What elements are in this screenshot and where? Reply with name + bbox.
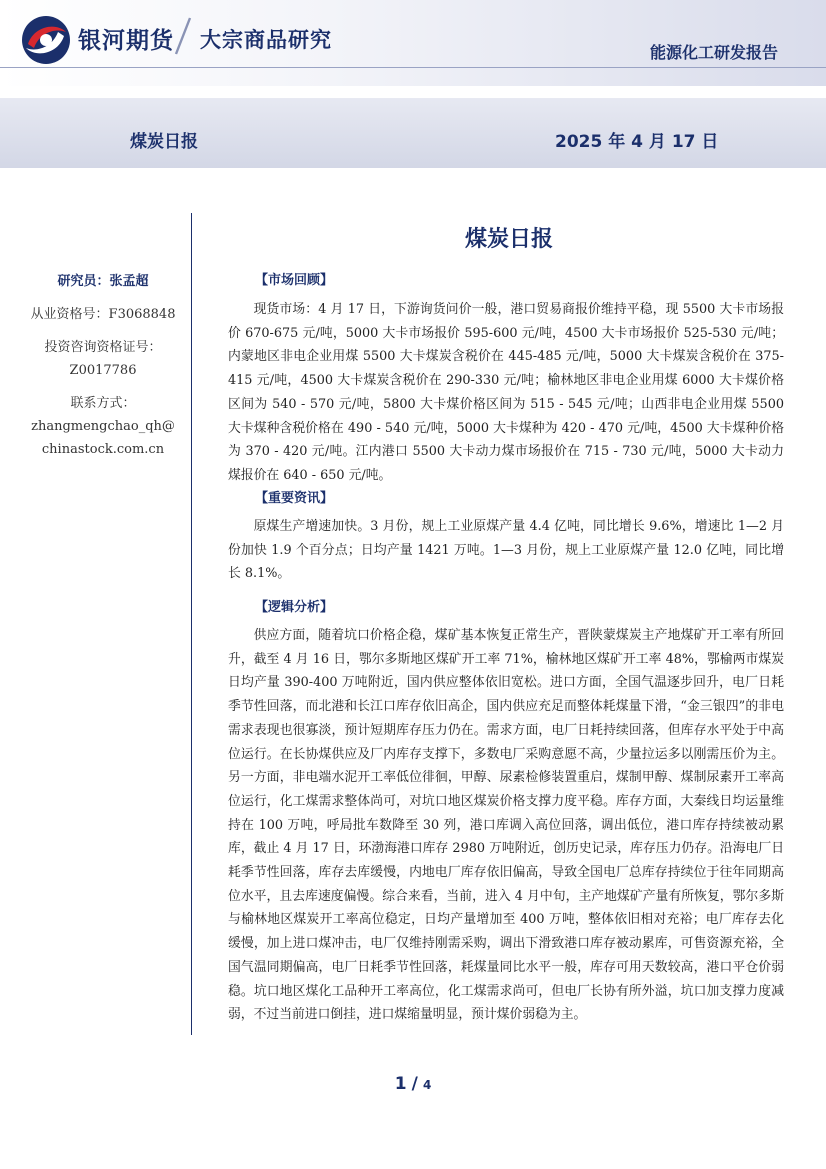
document-title: 煤炭日报 (464, 227, 553, 252)
advisory-value: Z0017786 (69, 363, 137, 378)
section-heading-logic: 【逻辑分析】 (255, 600, 334, 615)
report-date: 2025 年 4 月 17 日 (555, 132, 719, 152)
header-divider-slash (172, 14, 194, 58)
page-footer (0, 1074, 826, 1094)
page-number: 1 (394, 1074, 407, 1094)
analyst-name: 研究员：张孟超 (57, 274, 149, 289)
page-header (0, 0, 826, 86)
license-line (22, 303, 184, 326)
license-value: F3068848 (108, 307, 176, 322)
sidebar-divider (191, 213, 192, 1035)
section-heading-market-review: 【市场回顾】 (255, 273, 334, 288)
email-line-2: chinastock.com.cn (41, 442, 165, 457)
section-body-news: 原煤生产增速加快。3 月份，规上工业原煤产量 4.4 亿吨，同比增长 9.6%，增速比 1—2 月份加快 1.9 个百分点；日均产量 1421 万吨。1—3 月份，规上工业原煤产量 12.0 亿吨，同比增长 8.1%。 (228, 519, 784, 582)
section-body-logic: 供应方面，随着坑口价格企稳，煤矿基本恢复正常生产，晋陕蒙煤炭主产地煤矿开工率有所回升，截至 4 月 16 日，鄂尔多斯地区煤矿开工率 71%，榆林地区煤矿开工率 48%，鄂榆两市煤炭日均产量 390-400 万吨附近，国内供应整体依旧宽松。进口方面，全国气温逐步回升，电厂日耗季节性回落，而北港和长江口库存依旧高企，国内供应充足而整体耗煤量下滑，“金三银四”的非电需求表现也很寡淡，预计短期库存压力仍在。需求方面，电厂日耗持续回落，但库存水平处于中高位运行。在长协煤供应及厂内库存支撑下，多数电厂采购意愿不高，少量拉运多以刚需压价为主。另一方面，非电端水泥开工率低位徘徊，甲醇、尿素检修装置重启，煤制甲醇、煤制尿素开工率高位运行，化工煤需求整体尚可，对坑口地区煤炭价格支撑力度平稳。库存方面，大秦线日均运量维持在 100 万吨，呼局批车数降至 30 列，港口库调入高位回落，调出低位，港口库存持续被动累库，截止 4 月 17 日，环渤海港口库存 2980 万吨附近，创历史记录，库存压力仍存。沿海电厂日耗季节性回落，库存去库缓慢，内地电厂库存依旧偏高，导致全国电厂总库存持续位于往年同期高位水平，且去库速度偏慢。综合来看，当前，进入 4 月中旬，主产地煤矿产量有所恢复，鄂尔多斯与榆林地区煤炭开工率高位稳定，日均产量增加至 400 万吨，整体依旧相对充裕；电厂库存去化缓慢，加上进口煤冲击，电厂仅维持刚需采购，调出下滑致港口库存被动累库，可售资源充裕，全国气温同期偏高，电厂日耗季节性回落，耗煤量同比水平一般，库存可用天数较高，港口平仓价弱稳。坑口地区煤化工品种开工率高位，化工煤需求尚可，但电厂长协有所外溢，坑口加支撑力度减弱，不过当前进口倒挂，进口煤缩量明显，预计煤价弱稳为主。 (228, 628, 784, 1023)
advisory-label: 投资咨询资格证号： (44, 340, 162, 355)
band-report-title: 煤炭日报 (130, 132, 198, 152)
contact-label: 联系方式： (70, 396, 136, 411)
header-divider (0, 67, 826, 68)
brand-name: 银河期货 (78, 28, 174, 54)
section-body-market-review: 现货市场：4 月 17 日，下游询货问价一般，港口贸易商报价维持平稳，现 5500 大卡市场报价 670-675 元/吨，5000 大卡市场报价 595-600 元/吨，4500 大卡市场报价 525-530 元/吨；内蒙地区非电企业用煤 5500 大卡煤炭含税价在 445-485 元/吨，5000 大卡煤炭含税价在 375-415 元/吨，4500 大卡煤炭含税价在 290-330 元/吨；榆林地区非电企业用煤 6000 大卡煤价格区间为 540 - 570 元/吨，5800 大卡煤价格区间为 515 - 545 元/吨；山西非电企业用煤 5500 大卡煤种含税价格在 490 - 540 元/吨，5000 大卡煤种为 420 - 470 元/吨，4500 大卡煤种价格为 370 - 420 元/吨。江内港口 5500 大卡动力煤市场报价在 715 - 730 元/吨，5000 大卡动力煤报价在 640 - 650 元/吨。 (228, 302, 784, 483)
license-label: 从业资格号： (30, 307, 109, 322)
report-type: 能源化工研发报告 (649, 43, 778, 62)
analyst-sidebar (22, 270, 184, 461)
section-heading-news: 【重要资讯】 (255, 491, 334, 506)
galaxy-futures-logo-icon (20, 14, 72, 66)
page-total: 4 (422, 1078, 432, 1092)
department-name: 大宗商品研究 (200, 28, 332, 52)
page-separator: / (411, 1074, 418, 1094)
email-line-1: zhangmengchao_qh@ (31, 419, 175, 434)
